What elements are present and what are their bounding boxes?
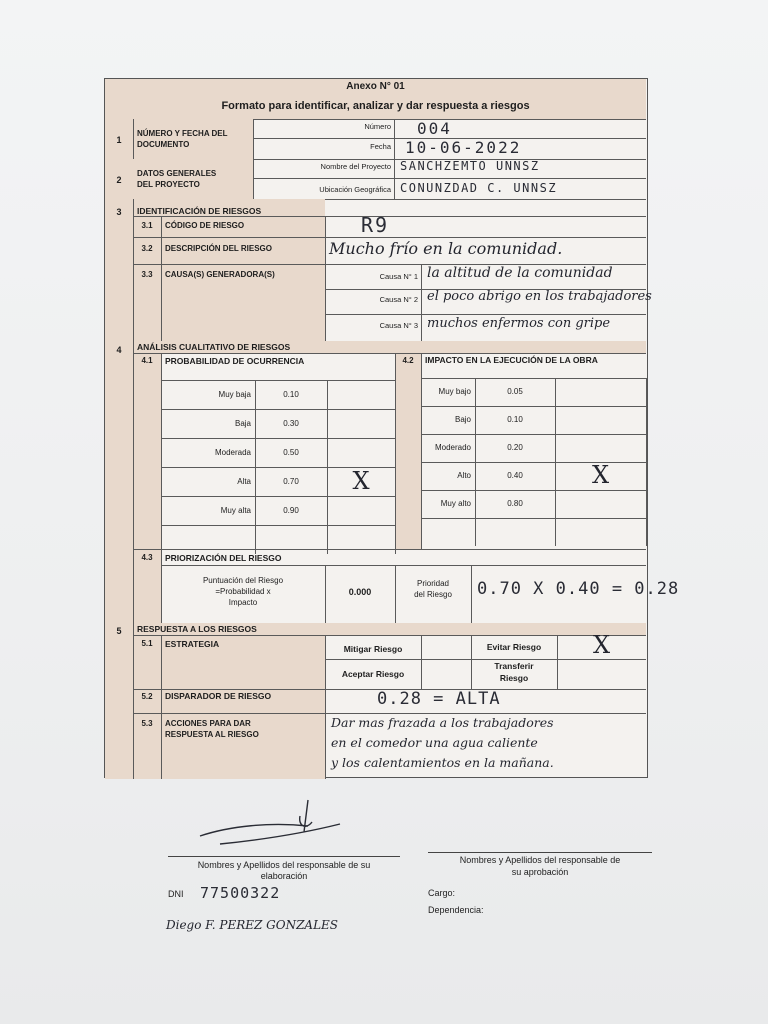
puntuacion-l1: Puntuación del Riesgo	[202, 576, 284, 585]
prioridad-l2: del Riesgo	[414, 590, 452, 599]
prob_rows-label: Muy baja	[218, 389, 251, 399]
section-1-number: 1	[116, 135, 122, 145]
causa3-label: Causa N° 3	[379, 321, 418, 330]
acciones-line3[interactable]: y los calentamientos en la mañana.	[331, 755, 554, 770]
s1-label-line1: NÚMERO Y FECHA DEL	[137, 129, 228, 138]
n31: 3.1	[141, 221, 153, 230]
prioridad-value[interactable]: 0.70 X 0.40 = 0.28	[477, 579, 680, 599]
n41: 4.1	[141, 356, 153, 365]
puntuacion-l2: =Probabilidad x	[215, 587, 271, 596]
form-title: Formato para identificar, analizar y dar respuesta a riesgos	[221, 100, 530, 112]
imp_rows-label: Muy alto	[440, 499, 471, 508]
section-4-title: ANÁLISIS CUALITATIVO DE RIESGOS	[137, 342, 291, 352]
evitar-mark[interactable]: X	[592, 631, 611, 659]
signature-line-right	[428, 852, 652, 853]
prob_rows-value: 0.30	[283, 418, 299, 428]
n43: 4.3	[141, 553, 153, 562]
imp_rows-label: Moderado	[434, 443, 471, 452]
desc-value[interactable]: Mucho frío en la comunidad.	[329, 239, 563, 258]
section-4-number: 4	[116, 345, 122, 355]
evitar-label: Evitar Riesgo	[486, 642, 542, 652]
section-3-number: 3	[116, 207, 122, 217]
causa1-label: Causa N° 1	[379, 272, 418, 281]
acciones-l2: RESPUESTA AL RIESGO	[165, 730, 259, 739]
causa2-value[interactable]: el poco abrigo en los trabajadores	[427, 289, 652, 304]
ubicacion-label: Ubicación Geográfica	[319, 185, 391, 194]
section-5-number: 5	[116, 626, 122, 636]
puntuacion-l3: Impacto	[228, 598, 258, 607]
imp_rows-label: Alto	[457, 471, 471, 480]
n33: 3.3	[141, 270, 153, 279]
prob_rows-value: 0.10	[283, 389, 299, 399]
imp_rows-value: 0.10	[507, 415, 523, 424]
dni-value[interactable]: 77500322	[200, 884, 281, 902]
s5-labels-bg	[161, 635, 325, 779]
acciones-l1: ACCIONES PARA DAR	[165, 719, 251, 728]
imp-title: IMPACTO EN LA EJECUCIÓN DE LA OBRA	[425, 355, 598, 365]
elab-label-l2: elaboración	[260, 871, 308, 881]
causa2-label: Causa N° 2	[379, 295, 418, 304]
imp_rows-label: Bajo	[454, 415, 471, 424]
prob_rows-value: 0.90	[283, 505, 299, 515]
prob_rows-mark[interactable]: X	[352, 466, 370, 495]
prob_rows-label: Muy alta	[220, 505, 251, 515]
section-3-title: IDENTIFICACIÓN DE RIESGOS	[137, 206, 262, 216]
signature-line-left	[168, 856, 400, 857]
imp_rows-label: Muy bajo	[438, 387, 471, 396]
prob_rows-label: Moderada	[214, 447, 251, 457]
fecha-label: Fecha	[370, 142, 391, 151]
disparador-label: DISPARADOR DE RIESGO	[165, 691, 272, 701]
n32: 3.2	[141, 244, 153, 253]
s2-label-line1: DATOS GENERALES	[137, 169, 217, 178]
ubicacion-value[interactable]: CONUNZDAD C. UNNSZ	[400, 181, 558, 195]
numero-value[interactable]: 004	[417, 119, 452, 138]
causa1-value[interactable]: la altitud de la comunidad	[427, 265, 613, 281]
aceptar-label: Aceptar Riesgo	[341, 669, 405, 679]
aprob-label-l1: Nombres y Apellidos del responsable de	[459, 855, 621, 865]
s4-mid-bg	[395, 353, 421, 549]
imp_rows-value: 0.05	[507, 387, 523, 396]
n53: 5.3	[141, 719, 153, 728]
section-2-number: 2	[116, 175, 122, 185]
imp_rows-value: 0.40	[507, 471, 523, 480]
causas-label: CAUSA(S) GENERADORA(S)	[165, 270, 275, 279]
imp_rows-value: 0.80	[507, 499, 523, 508]
prob_rows-value: 0.50	[283, 447, 299, 457]
prob-title: PROBABILIDAD DE OCURRENCIA	[165, 356, 305, 366]
s2-label-line2: DEL PROYECTO	[137, 180, 200, 189]
elab-name[interactable]: Diego F. PEREZ GONZALES	[166, 918, 339, 932]
estrategia-label: ESTRATEGIA	[165, 639, 220, 649]
s1-label-line2: DOCUMENTO	[137, 140, 190, 149]
acciones-line2[interactable]: en el comedor una agua caliente	[331, 735, 538, 750]
cargo-label: Cargo:	[428, 888, 456, 898]
causa3-value[interactable]: muchos enfermos con gripe	[427, 316, 611, 331]
prioridad-l1: Prioridad	[416, 579, 449, 588]
codigo-label: CÓDIGO DE RIESGO	[165, 221, 245, 230]
prob_rows-label: Alta	[237, 476, 251, 486]
dni-label: DNI	[168, 889, 184, 899]
desc-label: DESCRIPCIÓN DEL RIESGO	[165, 244, 272, 253]
codigo-value[interactable]: R9	[361, 213, 390, 237]
acciones-line1[interactable]: Dar mas frazada a los trabajadores	[331, 715, 554, 730]
n42: 4.2	[402, 356, 414, 365]
fecha-value[interactable]: 10-06-2022	[405, 138, 522, 157]
annex-number: Anexo N° 01	[346, 81, 405, 92]
numero-label: Número	[364, 122, 391, 131]
signature-mark	[190, 796, 360, 856]
n51: 5.1	[141, 639, 153, 648]
prio-title: PRIORIZACIÓN DEL RIESGO	[165, 553, 282, 563]
prob_rows-value: 0.70	[283, 476, 299, 486]
risk-form	[104, 78, 680, 778]
proyecto-value[interactable]: SANCHZEMTO UNNSZ	[400, 159, 540, 173]
proyecto-label: Nombre del Proyecto	[320, 162, 391, 171]
transferir-l1: Transferir	[494, 661, 534, 671]
imp_rows-value: 0.20	[507, 443, 523, 452]
disparador-value[interactable]: 0.28 = ALTA	[377, 689, 501, 709]
elab-label-l1: Nombres y Apellidos del responsable de su	[197, 860, 371, 870]
dependencia-label: Dependencia:	[428, 905, 484, 915]
section-5-title: RESPUESTA A LOS RIESGOS	[137, 624, 257, 634]
aprob-label-l2: su aprobación	[511, 867, 569, 877]
mitigar-label: Mitigar Riesgo	[343, 644, 403, 654]
prob_rows-label: Baja	[234, 418, 251, 428]
puntuacion-value[interactable]: 0.000	[348, 587, 372, 597]
n52: 5.2	[141, 692, 153, 701]
imp_rows-mark[interactable]: X	[591, 461, 610, 489]
transferir-l2: Riesgo	[499, 673, 529, 683]
